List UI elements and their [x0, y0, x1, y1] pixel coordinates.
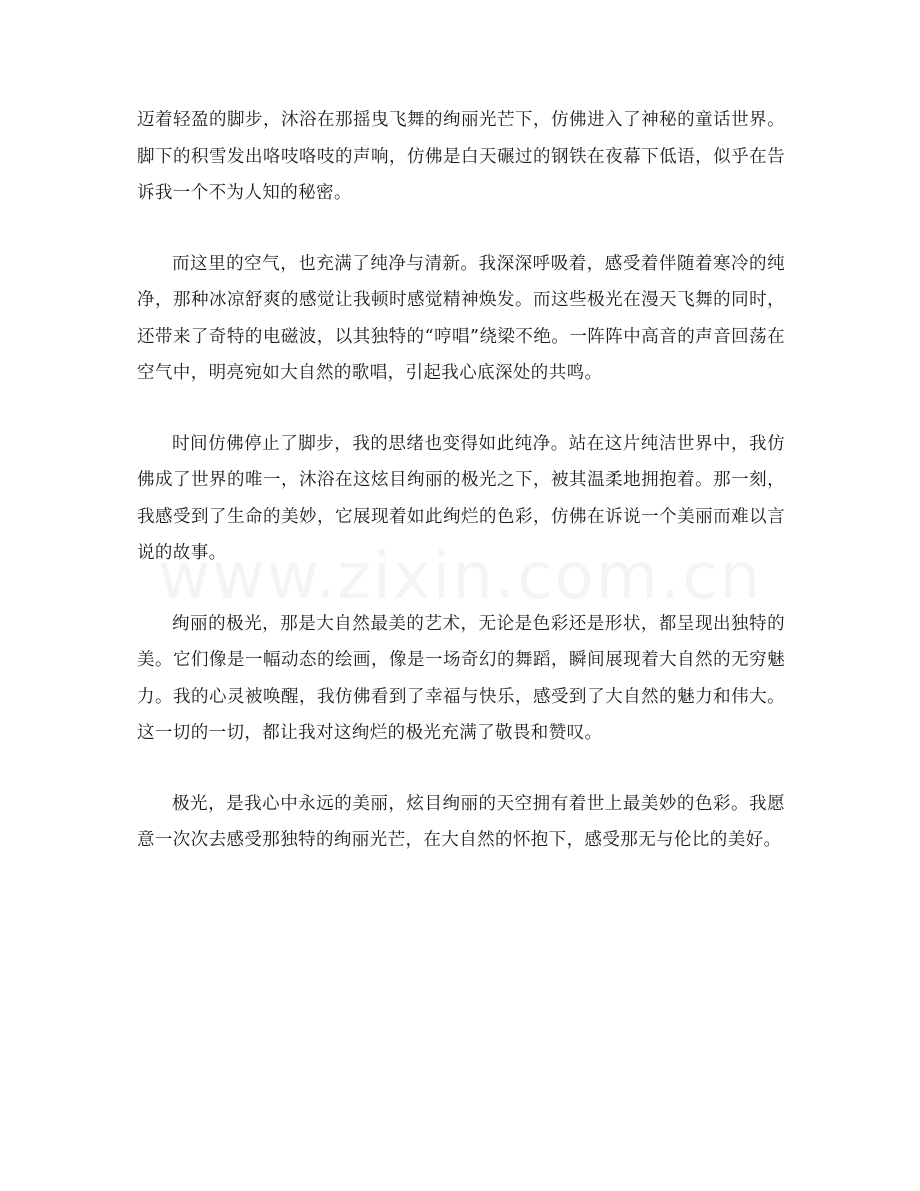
paragraph-5: 极光，是我心中永远的美丽，炫目绚丽的天空拥有着世上最美妙的色彩。我愿意一次次去感受那独特的绚丽光芒，在大自然的怀抱下，感受那无与伦比的美好。: [137, 793, 785, 850]
paragraph-1: 迈着轻盈的脚步，沐浴在那摇曳飞舞的绚丽光芒下，仿佛进入了神秘的童话世界。脚下的积雪发出咯吱咯吱的声响，仿佛是白天碾过的钢铁在夜幕下低语，似乎在告诉我一个不为人知的秘密。: [137, 110, 785, 203]
document-body: [137, 102, 785, 893]
paragraph-2: 而这里的空气，也充满了纯净与清新。我深深呼吸着，感受着伴随着寒冷的纯净，那种冰凉舒爽的感觉让我顿时感觉精神焕发。而这些极光在漫天飞舞的同时，还带来了奇特的电磁波，以其独特的“哼唱”绕梁不绝。一阵阵中高音的声音回荡在空气中，明亮宛如大自然的歌唱，引起我心底深处的共鸣。: [137, 253, 785, 383]
paragraph-3: 时间仿佛停止了脚步，我的思绪也变得如此纯净。站在这片纯洁世界中，我仿佛成了世界的唯一，沐浴在这炫目绚丽的极光之下，被其温柔地拥抱着。那一刻，我感受到了生命的美妙，它展现着如此绚烂的色彩，仿佛在诉说一个美丽而难以言说的故事。: [137, 433, 785, 563]
paragraph-4: 绚丽的极光，那是大自然最美的艺术，无论是色彩还是形状，都呈现出独特的美。它们像是一幅动态的绘画，像是一场奇幻的舞蹈，瞬间展现着大自然的无穷魅力。我的心灵被唤醒，我仿佛看到了幸福与快乐，感受到了大自然的魅力和伟大。这一切的一切，都让我对这绚烂的极光充满了敬畏和赞叹。: [137, 613, 785, 743]
